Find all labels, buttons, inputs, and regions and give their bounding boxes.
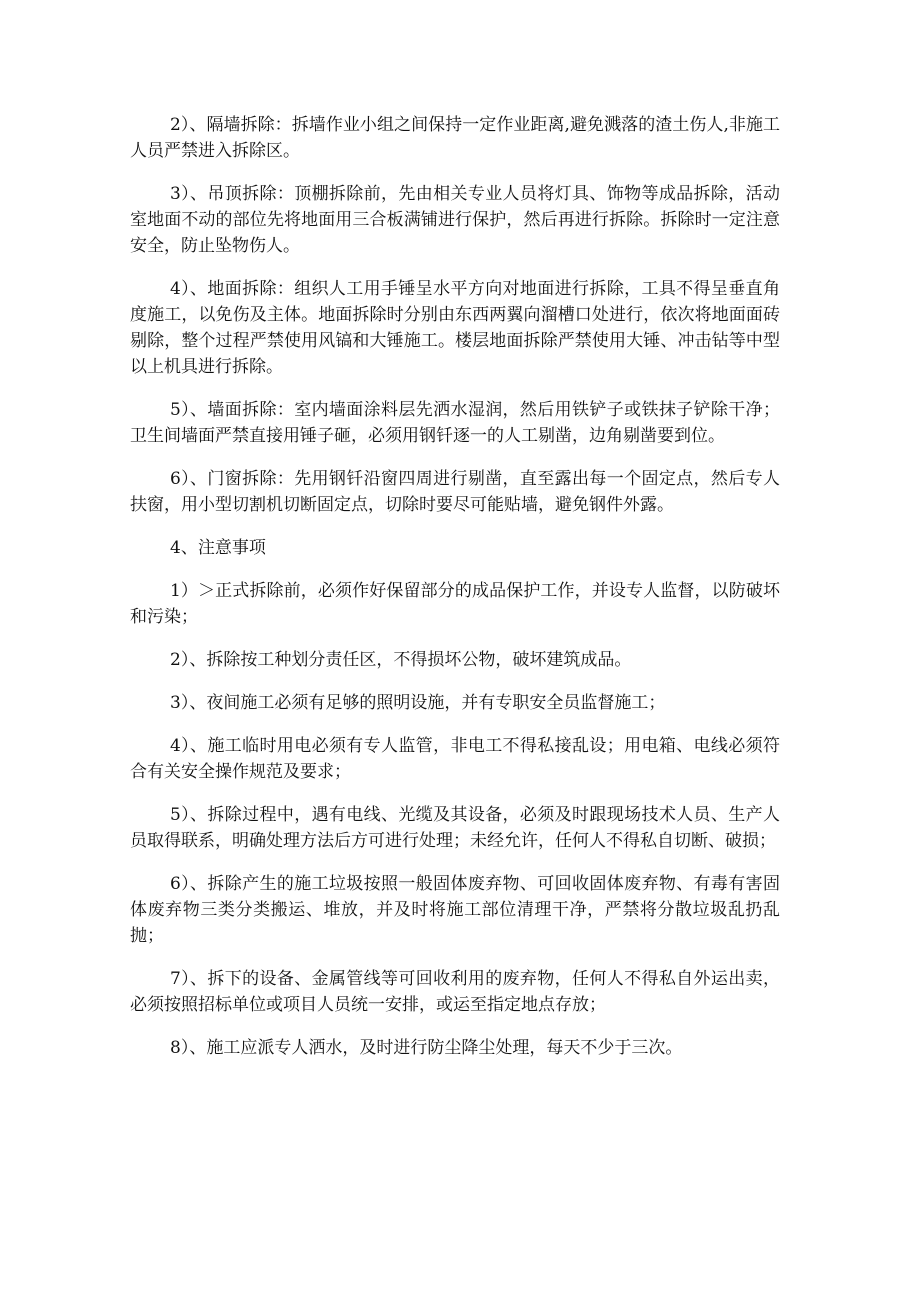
- section-heading-precautions: 4、注意事项: [170, 538, 266, 558]
- paragraph-partition-wall-removal: 2）、隔墙拆除：拆墙作业小组之间保持一定作业距离,避免溅落的渣土伤人,非施工人员严禁进入拆除区。: [130, 115, 780, 161]
- paragraph-precaution-6: 6）、拆除产生的施工垃圾按照一般固体废弃物、可回收固体废弃物、有毒有害固体废弃物三类分类搬运、堆放，并及时将施工部位清理干净，严禁将分散垃圾乱扔乱抛；: [130, 874, 780, 946]
- paragraph-precaution-7: 7）、拆下的设备、金属管线等可回收利用的废弃物，任何人不得私自外运出卖，必须按照招标单位或项目人员统一安排，或运至指定地点存放；: [130, 969, 780, 1015]
- document-page: [130, 112, 780, 1078]
- paragraph-wall-surface-removal: 5）、墙面拆除：室内墙面涂料层先洒水湿润，然后用铁铲子或铁抹子铲除干净；卫生间墙面严禁直接用锤子砸，必须用钢钎逐一的人工剔凿，边角剔凿要到位。: [130, 400, 780, 446]
- paragraph-precaution-8: 8）、施工应派专人洒水，及时进行防尘降尘处理，每天不少于三次。: [170, 1038, 683, 1058]
- paragraph-precaution-5: 5）、拆除过程中，遇有电线、光缆及其设备，必须及时跟现场技术人员、生产人员取得联系，明确处理方法后方可进行处理；未经允许，任何人不得私自切断、破损；: [130, 805, 780, 851]
- paragraph-precaution-4: 4）、施工临时用电必须有专人监管，非电工不得私接乱设；用电箱、电线必须符合有关安全操作规范及要求；: [130, 736, 780, 782]
- paragraph-door-window-removal: 6）、门窗拆除：先用钢钎沿窗四周进行剔凿，直至露出每一个固定点，然后专人扶窗，用小型切割机切断固定点，切除时要尽可能贴墙，避免钢件外露。: [130, 469, 780, 515]
- paragraph-ceiling-removal: 3）、吊顶拆除：顶棚拆除前，先由相关专业人员将灯具、饰物等成品拆除，活动室地面不动的部位先将地面用三合板满铺进行保护，然后再进行拆除。拆除时一定注意安全，防止坠物伤人。: [130, 184, 780, 256]
- paragraph-floor-removal: 4）、地面拆除：组织人工用手锤呈水平方向对地面进行拆除，工具不得呈垂直角度施工，以免伤及主体。地面拆除时分别由东西两翼向溜槽口处进行，依次将地面面砖剔除，整个过程严禁使用风镐和大锤施工。楼层地面拆除严禁使用大锤、冲击钻等中型以上机具进行拆除。: [130, 279, 780, 377]
- paragraph-precaution-1: 1）＞正式拆除前，必须作好保留部分的成品保护工作，并设专人监督，以防破坏和污染；: [130, 581, 780, 627]
- paragraph-precaution-2: 2）、拆除按工种划分责任区，不得损坏公物，破坏建筑成品。: [170, 650, 632, 670]
- paragraph-precaution-3: 3）、夜间施工必须有足够的照明设施，并有专职安全员监督施工；: [170, 693, 666, 713]
